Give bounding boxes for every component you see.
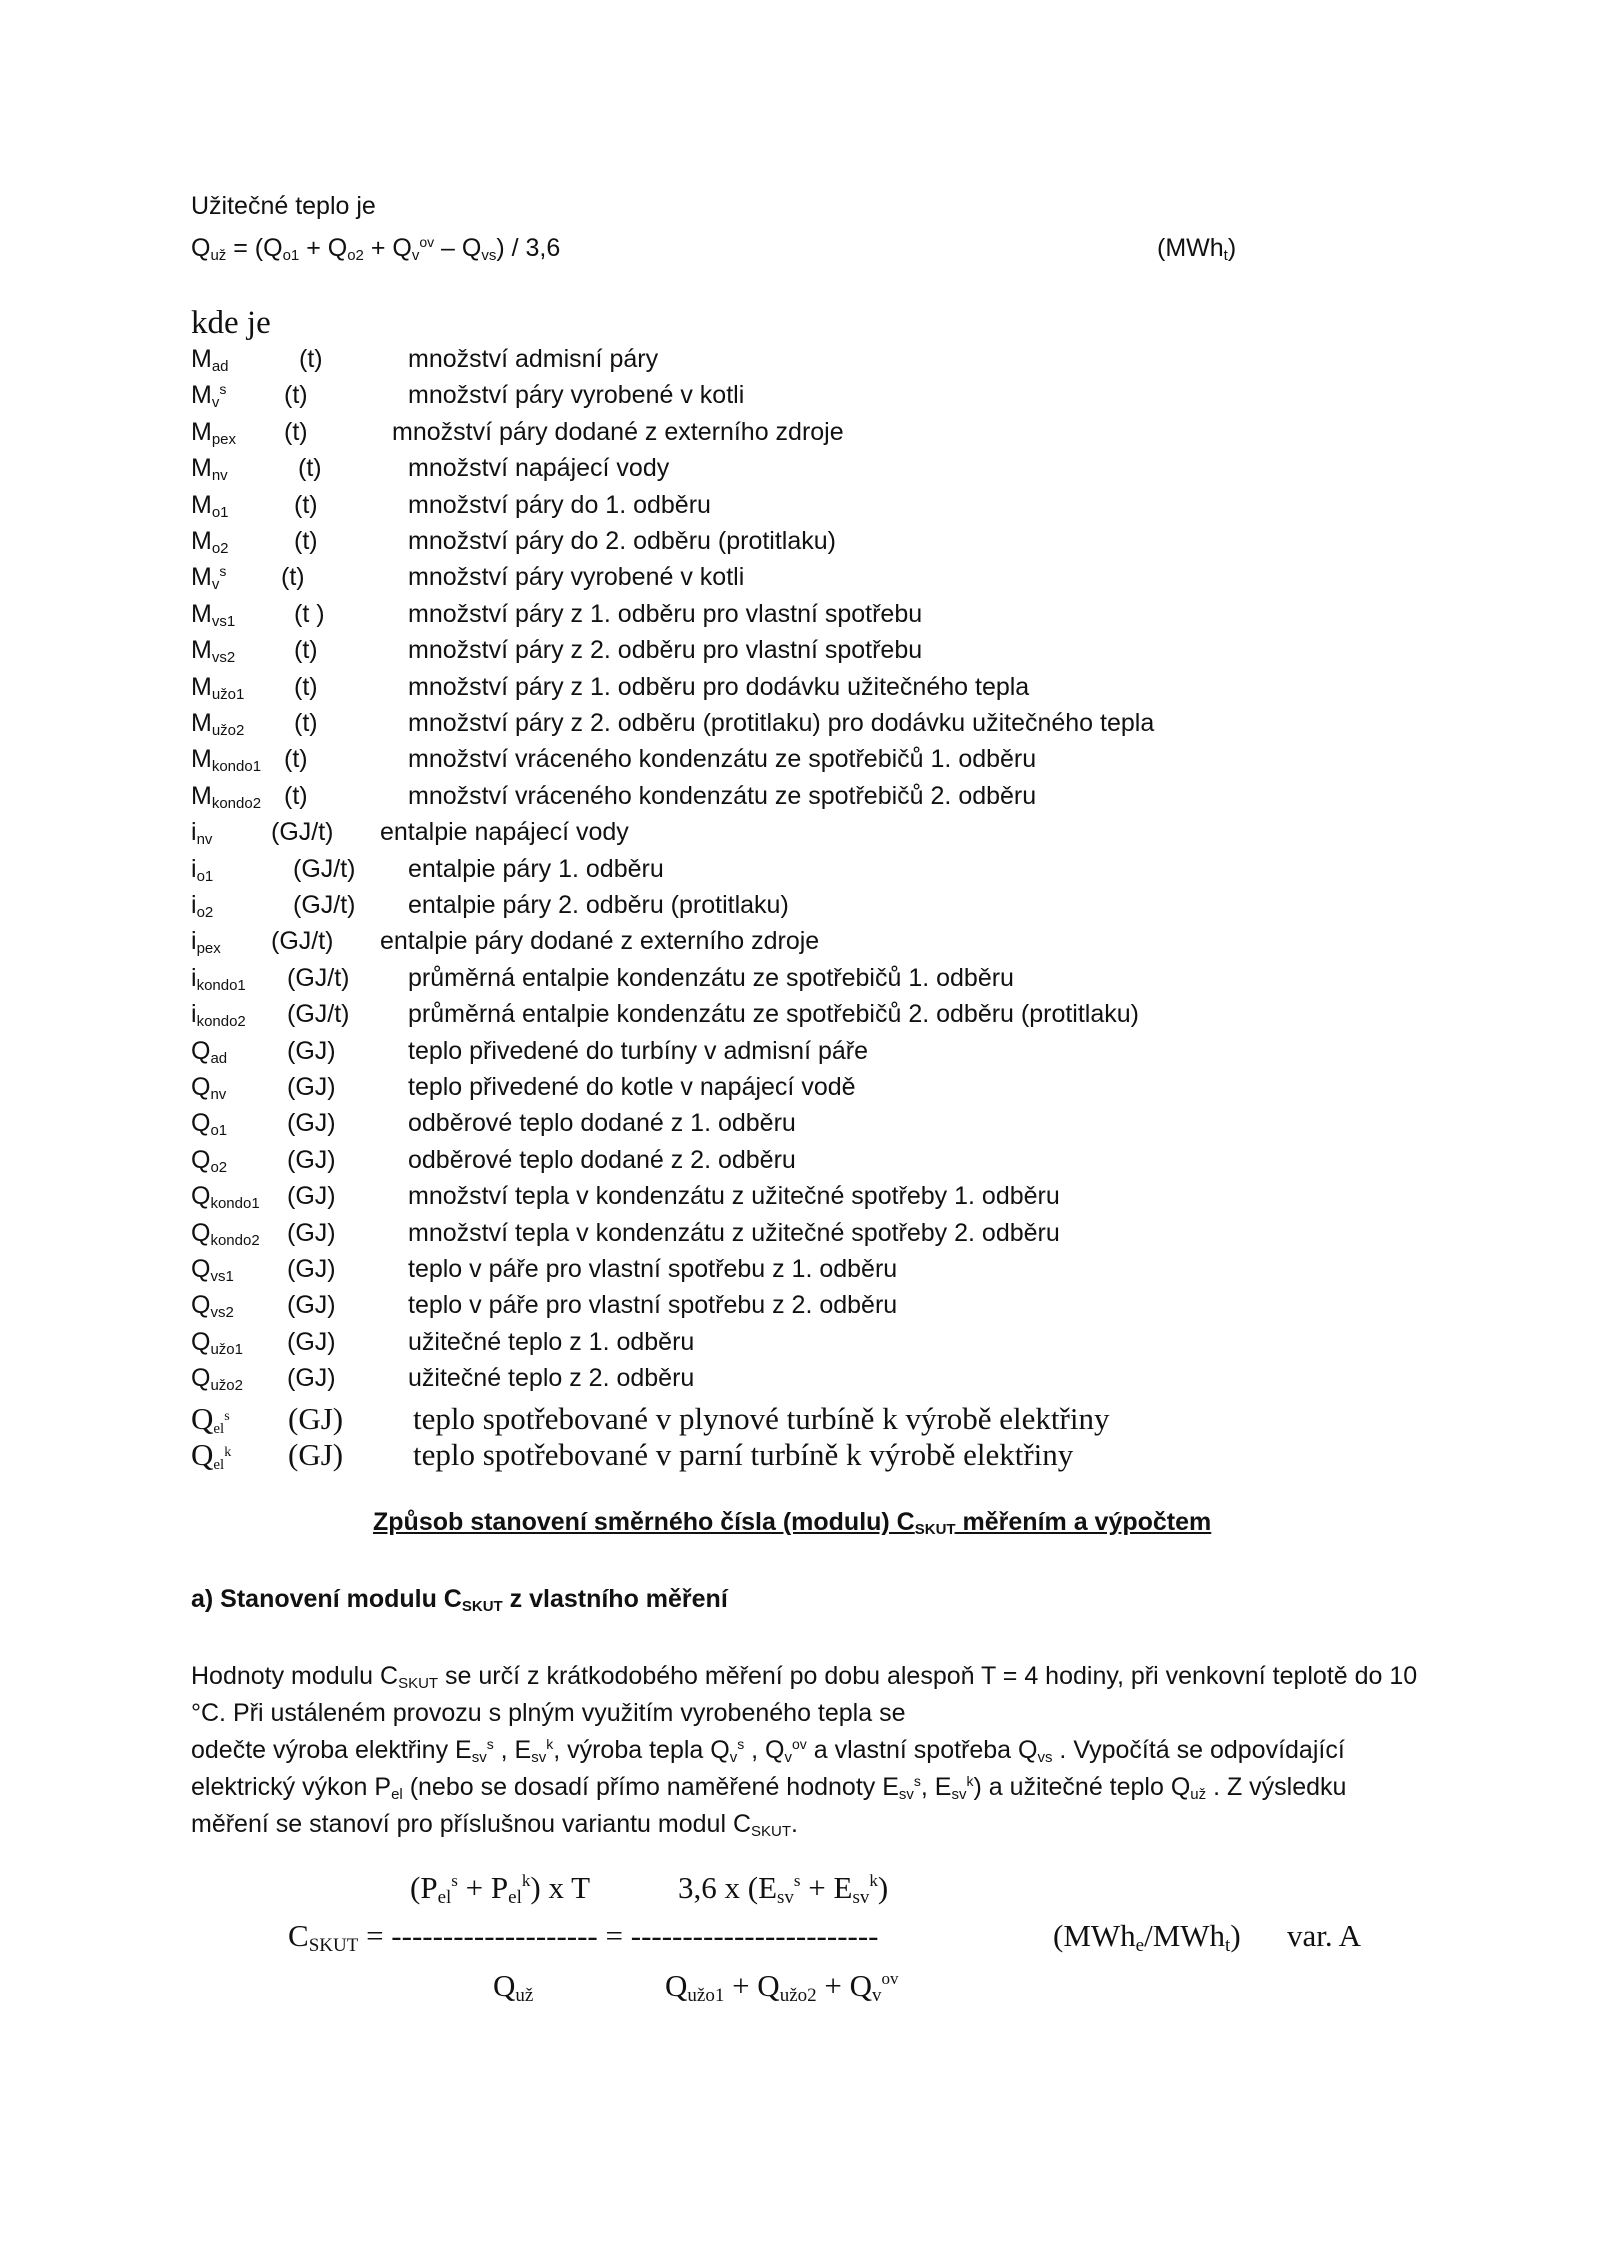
definition-description: odběrové teplo dodané z 1. odběru (408, 1109, 796, 1138)
definition-row (0, 1437, 1600, 1473)
para-sub: v (784, 1749, 792, 1766)
definition-symbol (191, 745, 261, 774)
formula-part: 3,6 x (E (678, 1870, 778, 1905)
definition-unit: (GJ) (287, 1255, 336, 1283)
definition-unit: (t) (294, 672, 318, 701)
definition-description: množství páry do 2. odběru (protitlaku) (408, 527, 836, 555)
formula-part: + Q (816, 1968, 873, 2003)
definition-unit: (GJ) (287, 1109, 336, 1138)
para-text: (nebo se dosadí přímo naměřené hodnoty E (402, 1773, 899, 1801)
symbol-subscript: užo2 (211, 722, 245, 739)
symbol-base: i (191, 1000, 197, 1029)
formula-sub: sv (852, 1887, 870, 1908)
definition-symbol (191, 563, 226, 592)
formula-sub: e (1135, 1935, 1145, 1956)
formula-sub: SKUT (308, 1935, 359, 1956)
definition-unit: (GJ) (287, 1364, 336, 1393)
definition-row (0, 782, 1600, 818)
symbol-subscript: kondo2 (211, 794, 262, 812)
definition-row (0, 818, 1600, 854)
formula-sub: užo1 (687, 1985, 725, 2006)
formula-denominator-1 (493, 1968, 533, 2004)
definition-row (0, 891, 1600, 927)
definition-description: množství páry vyrobené v kotli (408, 381, 745, 410)
formula-part: C (288, 1918, 309, 1953)
symbol-subscript: kondo1 (211, 758, 262, 776)
formula-sub: sv (777, 1887, 794, 1908)
formula-sup: ov (881, 1969, 899, 1988)
definition-symbol (191, 600, 235, 629)
definition-symbol (191, 1437, 231, 1473)
definition-unit: (t) (294, 527, 318, 555)
definition-symbol (191, 1328, 243, 1357)
symbol-base: Q (191, 1291, 211, 1320)
definition-description: množství páry z 1. odběru pro vlastní spotřebu (408, 599, 923, 628)
symbol-subscript: o2 (211, 540, 229, 557)
eq-symbol: Q (191, 234, 211, 262)
formula-part: Q (665, 1968, 688, 2003)
definition-row (0, 563, 1600, 599)
symbol-base: Q (191, 1364, 211, 1393)
definition-unit: (t) (281, 563, 305, 592)
eq-sub: o2 (347, 247, 364, 264)
definition-symbol (191, 527, 229, 556)
definition-description: množství napájecí vody (408, 454, 670, 483)
definition-unit: (GJ) (288, 1437, 344, 1472)
symbol-subscript: kondo2 (196, 1013, 246, 1031)
definition-description: množství tepla v kondenzátu z užitečné spotřeby 2. odběru (408, 1218, 1060, 1247)
definition-unit: (t) (294, 636, 318, 665)
definition-description: teplo přivedené do turbíny v admisní páře (408, 1036, 868, 1065)
eq-part: = (Q (226, 234, 283, 262)
formula-sub: el (437, 1887, 452, 1908)
symbol-base: Q (191, 1437, 214, 1472)
para-text: Hodnoty modulu C (191, 1662, 399, 1690)
formula-numerator-1 (410, 1870, 590, 1906)
symbol-superscript: s (219, 381, 227, 398)
subsection-title (191, 1585, 728, 1614)
definition-symbol (191, 345, 229, 374)
symbol-base: i (191, 818, 197, 847)
symbol-base: Q (191, 1400, 214, 1436)
formula-sub: užo2 (779, 1985, 817, 2006)
definition-description: množství páry do 1. odběru (408, 490, 711, 519)
formula-sup: k (869, 1871, 878, 1890)
symbol-subscript: užo2 (210, 1377, 243, 1395)
symbol-base: M (191, 527, 212, 555)
definition-description: množství páry z 1. odběru pro dodávku užitečného tepla (408, 672, 1030, 701)
unit-part: ) (1227, 234, 1237, 262)
definition-row (0, 345, 1600, 381)
definition-description: množství tepla v kondenzátu z užitečné spotřeby 1. odběru (408, 1182, 1060, 1211)
symbol-base: M (191, 417, 212, 446)
symbol-superscript: s (224, 1408, 230, 1424)
definition-unit: (GJ/t) (287, 963, 350, 992)
definition-description: množství páry z 2. odběru (protitlaku) pro dodávku užitečného tepla (408, 709, 1155, 737)
symbol-subscript: o2 (210, 1158, 228, 1176)
subsection-title-text: z vlastního měření (502, 1585, 728, 1613)
definition-description: průměrná entalpie kondenzátu ze spotřebičů 2. odběru (protitlaku) (408, 1000, 1139, 1029)
symbol-subscript: kondo2 (210, 1231, 260, 1249)
definition-unit: (GJ/t) (271, 927, 334, 956)
definition-description: teplo v páře pro vlastní spotřebu z 1. odběru (408, 1255, 898, 1283)
symbol-subscript: užo1 (211, 685, 245, 703)
definition-row (0, 964, 1600, 1000)
symbol-subscript: o1 (210, 1122, 228, 1140)
symbol-base: M (191, 599, 212, 628)
formula-part: (MWh (1053, 1918, 1136, 1953)
formula-main-line (288, 1918, 879, 1954)
para-sub: SKUT (751, 1823, 792, 1840)
formula-dashes: = -------------------- = ------------------------ (358, 1918, 879, 1953)
formula-part: + E (800, 1870, 853, 1905)
symbol-base: Q (191, 1036, 211, 1065)
symbol-subscript: vs1 (211, 612, 236, 630)
definition-row (0, 709, 1600, 745)
measurement-paragraph (191, 1658, 1421, 1843)
definition-symbol (191, 1146, 227, 1175)
symbol-base: M (191, 381, 212, 410)
definition-description: množství páry z 2. odběru pro vlastní spotřebu (408, 636, 923, 665)
definition-symbol (191, 891, 213, 920)
para-text: , E (920, 1773, 952, 1801)
definition-row (0, 1073, 1600, 1109)
where-label: kde je (191, 305, 271, 341)
symbol-subscript: el (213, 1420, 225, 1437)
para-text: odečte výroba elektřiny E (191, 1736, 472, 1764)
symbol-subscript: v (211, 576, 220, 594)
definition-unit: (t) (284, 417, 308, 446)
symbol-base: Q (191, 1109, 211, 1138)
para-text: . Z výsledku měření se stanoví pro příslušnou variantu modul C (191, 1773, 1347, 1838)
definition-unit: (GJ/t) (293, 891, 356, 919)
definition-unit: (t) (294, 490, 318, 519)
eq-part: + Q (299, 234, 348, 262)
symbol-superscript: k (224, 1445, 232, 1460)
symbol-base: Q (191, 1145, 211, 1174)
definition-row (0, 1219, 1600, 1255)
symbol-subscript: nv (210, 1086, 227, 1103)
definition-description: množství vráceného kondenzátu ze spotřebičů 2. odběru (408, 781, 1037, 810)
definition-symbol (191, 927, 221, 956)
formula-part: ) x T (530, 1870, 591, 1905)
definition-symbol (191, 855, 213, 884)
definition-symbol (191, 1364, 243, 1393)
para-text: , výroba tepla Q (553, 1736, 730, 1764)
formula-variant: var. A (1287, 1918, 1362, 1953)
formula-sup: s (451, 1871, 458, 1890)
symbol-base: M (191, 454, 212, 483)
formula-sub: el (508, 1887, 522, 1908)
para-sup: k (546, 1736, 554, 1752)
formula-sub: už (515, 1985, 534, 2006)
definition-row (0, 1037, 1600, 1073)
definition-row (0, 1328, 1600, 1364)
definition-unit: (GJ) (287, 1073, 336, 1101)
subsection-title-text: a) Stanovení modulu C (191, 1585, 462, 1613)
formula-part: (P (410, 1870, 438, 1905)
definition-unit: (GJ/t) (287, 1000, 350, 1029)
symbol-base: Q (191, 1182, 211, 1211)
symbol-base: i (191, 891, 197, 919)
definition-symbol (191, 709, 244, 738)
formula-sub: v (872, 1985, 882, 2006)
definition-description: množství páry vyrobené v kotli (408, 563, 745, 592)
definition-unit: (GJ/t) (271, 818, 334, 847)
definition-row (0, 600, 1600, 636)
formula-part: + P (457, 1870, 509, 1905)
definition-description: teplo v páře pro vlastní spotřebu z 2. odběru (408, 1291, 898, 1320)
definition-row (0, 927, 1600, 963)
definition-description: entalpie páry 2. odběru (protitlaku) (408, 891, 789, 919)
symbol-subscript: o1 (211, 503, 229, 521)
eq-part: + Q (363, 234, 412, 262)
symbol-base: i (191, 927, 197, 956)
definition-symbol (191, 454, 228, 483)
definition-description: odběrové teplo dodané z 2. odběru (408, 1145, 796, 1174)
definition-symbol (191, 636, 235, 665)
definition-description: užitečné teplo z 2. odběru (408, 1364, 695, 1393)
unit-sub: t (1223, 247, 1228, 264)
definition-symbol (191, 1219, 260, 1248)
definition-description: entalpie napájecí vody (380, 818, 629, 847)
para-sub: el (391, 1786, 403, 1803)
definition-symbol (191, 1037, 227, 1066)
definition-row (0, 1364, 1600, 1400)
definition-symbol (191, 491, 229, 520)
symbol-superscript: s (219, 563, 227, 580)
para-sub: v (729, 1749, 738, 1766)
definition-row (0, 1146, 1600, 1182)
para-text: . (791, 1810, 798, 1838)
definition-unit: (GJ) (288, 1400, 344, 1436)
symbol-subscript: o2 (196, 904, 214, 921)
definition-unit: (GJ) (287, 1145, 336, 1174)
definition-unit: (GJ) (287, 1182, 336, 1211)
para-text: se určí z krátkodobého měření po dobu alespoň T = 4 hodiny, při venkovní teplotě do 10 °C. Při ustáleném provozu s plným využitím vyrobeného tepla se (191, 1662, 1418, 1727)
formula-unit (1053, 1918, 1241, 1954)
symbol-subscript: vs2 (210, 1304, 234, 1322)
definition-row (0, 491, 1600, 527)
definition-unit: (t) (284, 745, 308, 774)
definition-unit: (GJ) (287, 1036, 336, 1065)
definition-symbol (191, 673, 244, 702)
para-sup: ov (792, 1736, 807, 1752)
symbol-subscript: kondo1 (210, 1195, 260, 1213)
para-sub: vs (1037, 1749, 1053, 1766)
useful-heat-equation (191, 234, 560, 263)
para-sup: s (737, 1736, 745, 1752)
definition-row (0, 1291, 1600, 1327)
definition-row (0, 1255, 1600, 1291)
symbol-subscript: nv (211, 467, 228, 485)
para-text: , Q (744, 1736, 785, 1764)
symbol-base: Q (191, 1327, 211, 1356)
formula-sup: k (521, 1871, 531, 1890)
definition-description: množství admisní páry (408, 345, 659, 373)
symbol-base: Q (191, 1218, 211, 1247)
definition-description: množství páry dodané z externího zdroje (392, 417, 844, 446)
eq-part: – Q (434, 234, 482, 262)
definition-unit: (t) (284, 381, 308, 410)
symbol-base: M (191, 781, 212, 810)
symbol-subscript: nv (196, 831, 213, 849)
section-title-text: měřením a výpočtem (955, 1508, 1212, 1536)
definition-description: teplo spotřebované v parní turbíně k výrobě elektřiny (413, 1437, 1074, 1472)
para-sub: sv (531, 1749, 547, 1766)
equation-unit (1157, 234, 1236, 263)
definition-row (0, 454, 1600, 490)
symbol-subscript: kondo1 (196, 976, 246, 994)
definition-symbol (191, 782, 261, 811)
symbol-base: M (191, 636, 212, 665)
para-sub: sv (471, 1749, 487, 1766)
subsection-title-sub: SKUT (461, 1598, 503, 1615)
definition-symbol (191, 1401, 230, 1437)
definition-row (0, 527, 1600, 563)
definition-unit: (GJ/t) (293, 854, 356, 883)
definition-unit: (t ) (294, 599, 325, 628)
definition-symbol (191, 381, 226, 410)
symbol-base: Q (191, 1073, 211, 1101)
eq-sub: vs (481, 247, 497, 264)
definition-row (0, 636, 1600, 672)
formula-part: + Q (724, 1968, 780, 2003)
formula-sup: s (793, 1871, 801, 1890)
definition-description: průměrná entalpie kondenzátu ze spotřebičů 1. odběru (408, 963, 1014, 992)
definition-description: entalpie páry 1. odběru (408, 854, 664, 883)
para-sup: k (966, 1773, 974, 1789)
eq-sub: v (411, 247, 420, 264)
symbol-base: M (191, 709, 212, 737)
definition-symbol (191, 1073, 226, 1102)
definition-description: množství vráceného kondenzátu ze spotřebičů 1. odběru (408, 745, 1037, 774)
para-text: . Vypočítá se odpovídající elektrický výkon P (191, 1736, 1345, 1801)
para-text: ) a užitečné teplo Q (973, 1773, 1191, 1801)
symbol-base: Q (191, 1255, 211, 1283)
definition-description: teplo spotřebované v plynové turbíně k výrobě elektřiny (413, 1400, 1110, 1436)
definition-unit: (t) (284, 781, 308, 810)
definition-row (0, 745, 1600, 781)
para-text: a vlastní spotřeba Q (806, 1736, 1038, 1764)
definition-symbol (191, 418, 236, 447)
formula-part: ) (1230, 1918, 1241, 1953)
formula-sub: t (1225, 1935, 1231, 1956)
section-title (373, 1508, 1211, 1537)
symbol-base: i (191, 854, 197, 883)
definition-symbol (191, 1000, 246, 1029)
definition-row (0, 673, 1600, 709)
formula-part: Q (493, 1968, 516, 2003)
para-sub: sv (951, 1786, 967, 1803)
eq-sub: o1 (282, 247, 300, 264)
definition-symbol (191, 1255, 234, 1284)
symbol-subscript: el (213, 1457, 225, 1473)
symbol-subscript: užo1 (210, 1340, 243, 1358)
definition-row (0, 418, 1600, 454)
formula-part: /MWh (1144, 1918, 1226, 1953)
definition-unit: (GJ) (287, 1291, 336, 1320)
symbol-subscript: vs1 (210, 1268, 234, 1285)
definition-unit: (GJ) (287, 1327, 336, 1356)
para-sub: SKUT (398, 1675, 439, 1692)
intro-text: Užitečné teplo je (191, 192, 376, 220)
para-sup: s (486, 1736, 494, 1752)
para-text: , E (493, 1736, 532, 1764)
eq-part: ) / 3,6 (496, 234, 561, 262)
symbol-subscript: vs2 (211, 649, 236, 667)
symbol-subscript: ad (211, 358, 229, 375)
symbol-base: M (191, 745, 212, 774)
formula-denominator-2 (665, 1968, 899, 2004)
section-title-sub: SKUT (914, 1521, 956, 1538)
symbol-base: i (191, 963, 197, 992)
symbol-subscript: o1 (196, 867, 214, 885)
definition-symbol (191, 964, 246, 993)
eq-sup: ov (419, 234, 435, 250)
symbol-base: M (191, 563, 212, 592)
definition-row (0, 1182, 1600, 1218)
definition-unit: (t) (299, 345, 323, 373)
definition-row (0, 1109, 1600, 1145)
definition-symbol (191, 1109, 227, 1138)
definition-unit: (t) (294, 709, 318, 737)
symbol-subscript: v (211, 394, 220, 412)
formula-part: ) (877, 1870, 889, 1905)
para-sub: sv (898, 1786, 914, 1803)
symbol-base: M (191, 345, 212, 373)
eq-sub: už (210, 247, 227, 264)
definition-row (0, 855, 1600, 891)
definition-row (0, 1401, 1600, 1437)
formula-numerator-2 (678, 1870, 888, 1906)
symbol-base: M (191, 672, 212, 701)
para-sup: s (913, 1773, 921, 1789)
definition-unit: (t) (298, 454, 322, 483)
symbol-subscript: pex (211, 430, 237, 448)
definition-symbol (191, 818, 212, 847)
unit-part: (MWh (1157, 234, 1224, 262)
definition-description: entalpie páry dodané z externího zdroje (380, 927, 820, 956)
definition-unit: (GJ) (287, 1218, 336, 1247)
symbol-subscript: pex (196, 940, 221, 958)
definition-symbol (191, 1291, 234, 1320)
definition-row (0, 381, 1600, 417)
definition-description: teplo přivedené do kotle v napájecí vodě (408, 1073, 856, 1101)
symbol-subscript: ad (210, 1049, 228, 1067)
para-sub: už (1190, 1786, 1207, 1803)
definition-description: užitečné teplo z 1. odběru (408, 1327, 695, 1356)
symbol-base: M (191, 490, 212, 519)
section-title-text: Způsob stanovení směrného čísla (modulu) C (373, 1508, 915, 1536)
definition-symbol (191, 1182, 260, 1211)
definition-row (0, 1000, 1600, 1036)
